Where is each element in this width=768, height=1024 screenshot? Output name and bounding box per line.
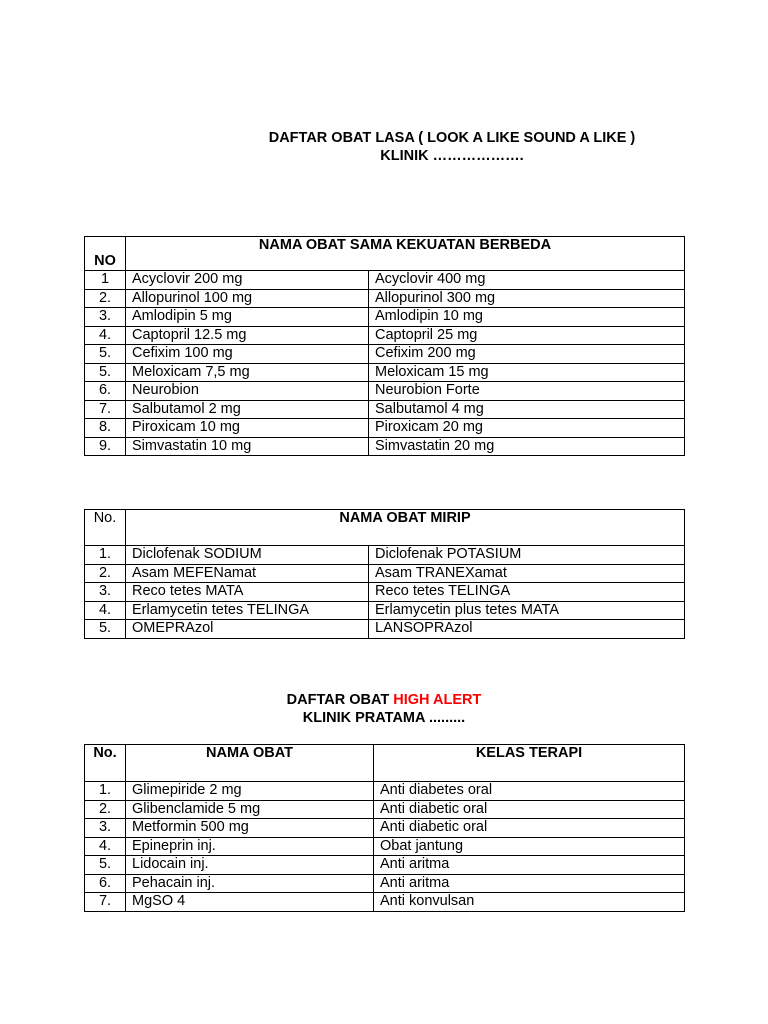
table-row bbox=[85, 400, 685, 419]
cell-nama-obat: Allopurinol 100 mg bbox=[126, 289, 369, 308]
table-row bbox=[85, 271, 685, 290]
cell-no: 5. bbox=[85, 345, 126, 364]
table-row bbox=[85, 837, 685, 856]
cell-pair: Anti aritma bbox=[374, 856, 685, 875]
cell-no: 3. bbox=[85, 583, 126, 602]
table-row bbox=[85, 345, 685, 364]
table-row bbox=[85, 782, 685, 801]
table-row bbox=[85, 856, 685, 875]
cell-pair: Erlamycetin plus tetes MATA bbox=[369, 601, 685, 620]
cell-no: 4. bbox=[85, 601, 126, 620]
cell-no: 5. bbox=[85, 363, 126, 382]
table-header-row bbox=[85, 237, 685, 271]
cell-pair: Cefixim 200 mg bbox=[369, 345, 685, 364]
cell-no: 2. bbox=[85, 800, 126, 819]
cell-pair: Anti diabetic oral bbox=[374, 800, 685, 819]
cell-no: 3. bbox=[85, 308, 126, 327]
lasa-title-line2: KLINIK ………………. bbox=[380, 148, 524, 164]
cell-pair: Asam TRANEXamat bbox=[369, 564, 685, 583]
table-row bbox=[85, 874, 685, 893]
cell-no: 6. bbox=[85, 874, 126, 893]
table-row bbox=[85, 419, 685, 438]
cell-nama-obat: Acyclovir 200 mg bbox=[126, 271, 369, 290]
cell-pair: Reco tetes TELINGA bbox=[369, 583, 685, 602]
cell-nama-obat: Glibenclamide 5 mg bbox=[126, 800, 374, 819]
cell-pair: Anti aritma bbox=[374, 874, 685, 893]
cell-nama-obat: Simvastatin 10 mg bbox=[126, 437, 369, 456]
cell-pair: Anti diabetic oral bbox=[374, 819, 685, 838]
cell-pair: Salbutamol 4 mg bbox=[369, 400, 685, 419]
cell-no: 4. bbox=[85, 837, 126, 856]
cell-pair: Meloxicam 15 mg bbox=[369, 363, 685, 382]
cell-no: 6. bbox=[85, 382, 126, 401]
cell-no: 7. bbox=[85, 400, 126, 419]
table-row bbox=[85, 893, 685, 912]
cell-pair: Obat jantung bbox=[374, 837, 685, 856]
cell-no: 9. bbox=[85, 437, 126, 456]
table-row bbox=[85, 437, 685, 456]
cell-pair: LANSOPRAzol bbox=[369, 620, 685, 639]
cell-pair: Amlodipin 10 mg bbox=[369, 308, 685, 327]
cell-pair: Acyclovir 400 mg bbox=[369, 271, 685, 290]
table-body bbox=[85, 782, 685, 912]
cell-pair: Anti diabetes oral bbox=[374, 782, 685, 801]
cell-nama-obat: Diclofenak SODIUM bbox=[126, 546, 369, 565]
table-row bbox=[85, 326, 685, 345]
table-body bbox=[85, 546, 685, 639]
lasa-title bbox=[68, 129, 768, 165]
cell-nama-obat: MgSO 4 bbox=[126, 893, 374, 912]
cell-nama-obat: Piroxicam 10 mg bbox=[126, 419, 369, 438]
table-row bbox=[85, 800, 685, 819]
table-row bbox=[85, 546, 685, 565]
cell-no: 5. bbox=[85, 856, 126, 875]
cell-nama-obat: Cefixim 100 mg bbox=[126, 345, 369, 364]
cell-pair: Piroxicam 20 mg bbox=[369, 419, 685, 438]
cell-no: 2. bbox=[85, 289, 126, 308]
cell-no: 7. bbox=[85, 893, 126, 912]
cell-nama-obat: Epineprin inj. bbox=[126, 837, 374, 856]
cell-no: 2. bbox=[85, 564, 126, 583]
cell-nama-obat: Asam MEFENamat bbox=[126, 564, 369, 583]
cell-nama-obat: Lidocain inj. bbox=[126, 856, 374, 875]
cell-nama-obat: Reco tetes MATA bbox=[126, 583, 369, 602]
lasa-title-line1: DAFTAR OBAT LASA ( LOOK A LIKE SOUND A LIKE ) bbox=[268, 130, 636, 146]
table-high-alert bbox=[84, 744, 685, 912]
table-row bbox=[85, 564, 685, 583]
cell-nama-obat: Pehacain inj. bbox=[126, 874, 374, 893]
cell-no: 1. bbox=[85, 546, 126, 565]
cell-nama-obat: OMEPRAzol bbox=[126, 620, 369, 639]
cell-no: 1. bbox=[85, 782, 126, 801]
cell-no: 1 bbox=[85, 271, 126, 290]
cell-nama-obat: Metformin 500 mg bbox=[126, 819, 374, 838]
high-alert-title-highlight: HIGH ALERT bbox=[393, 692, 482, 708]
column-header-nama-obat-mirip: NAMA OBAT MIRIP bbox=[126, 510, 685, 546]
cell-nama-obat: Amlodipin 5 mg bbox=[126, 308, 369, 327]
cell-nama-obat: Erlamycetin tetes TELINGA bbox=[126, 601, 369, 620]
cell-pair: Simvastatin 20 mg bbox=[369, 437, 685, 456]
cell-nama-obat: Neurobion bbox=[126, 382, 369, 401]
cell-no: 5. bbox=[85, 620, 126, 639]
cell-nama-obat: Glimepiride 2 mg bbox=[126, 782, 374, 801]
column-header-no: No. bbox=[85, 745, 126, 782]
table-header-row bbox=[85, 745, 685, 782]
high-alert-title bbox=[0, 691, 768, 727]
table-row bbox=[85, 583, 685, 602]
column-header-no: NO bbox=[85, 237, 126, 271]
cell-pair: Diclofenak POTASIUM bbox=[369, 546, 685, 565]
column-header-kelas-terapi: KELAS TERAPI bbox=[374, 745, 685, 782]
high-alert-title-line1 bbox=[0, 691, 768, 709]
column-header-nama-obat: NAMA OBAT SAMA KEKUATAN BERBEDA bbox=[126, 237, 685, 271]
cell-nama-obat: Meloxicam 7,5 mg bbox=[126, 363, 369, 382]
table-row bbox=[85, 363, 685, 382]
cell-pair: Anti konvulsan bbox=[374, 893, 685, 912]
cell-pair: Neurobion Forte bbox=[369, 382, 685, 401]
table-body bbox=[85, 271, 685, 456]
cell-pair: Captopril 25 mg bbox=[369, 326, 685, 345]
table-row bbox=[85, 819, 685, 838]
cell-no: 8. bbox=[85, 419, 126, 438]
high-alert-title-line2: KLINIK PRATAMA ......... bbox=[302, 710, 466, 726]
column-header-no: No. bbox=[85, 510, 126, 546]
table-row bbox=[85, 308, 685, 327]
high-alert-title-prefix: DAFTAR OBAT bbox=[286, 692, 394, 708]
table-row bbox=[85, 620, 685, 639]
table-obat-mirip bbox=[84, 509, 685, 639]
cell-nama-obat: Captopril 12.5 mg bbox=[126, 326, 369, 345]
cell-pair: Allopurinol 300 mg bbox=[369, 289, 685, 308]
cell-no: 4. bbox=[85, 326, 126, 345]
column-header-nama-obat: NAMA OBAT bbox=[126, 745, 374, 782]
table-header-row bbox=[85, 510, 685, 546]
cell-nama-obat: Salbutamol 2 mg bbox=[126, 400, 369, 419]
table-kekuatan-berbeda bbox=[84, 236, 685, 456]
table-row bbox=[85, 289, 685, 308]
table-row bbox=[85, 382, 685, 401]
table-row bbox=[85, 601, 685, 620]
cell-no: 3. bbox=[85, 819, 126, 838]
